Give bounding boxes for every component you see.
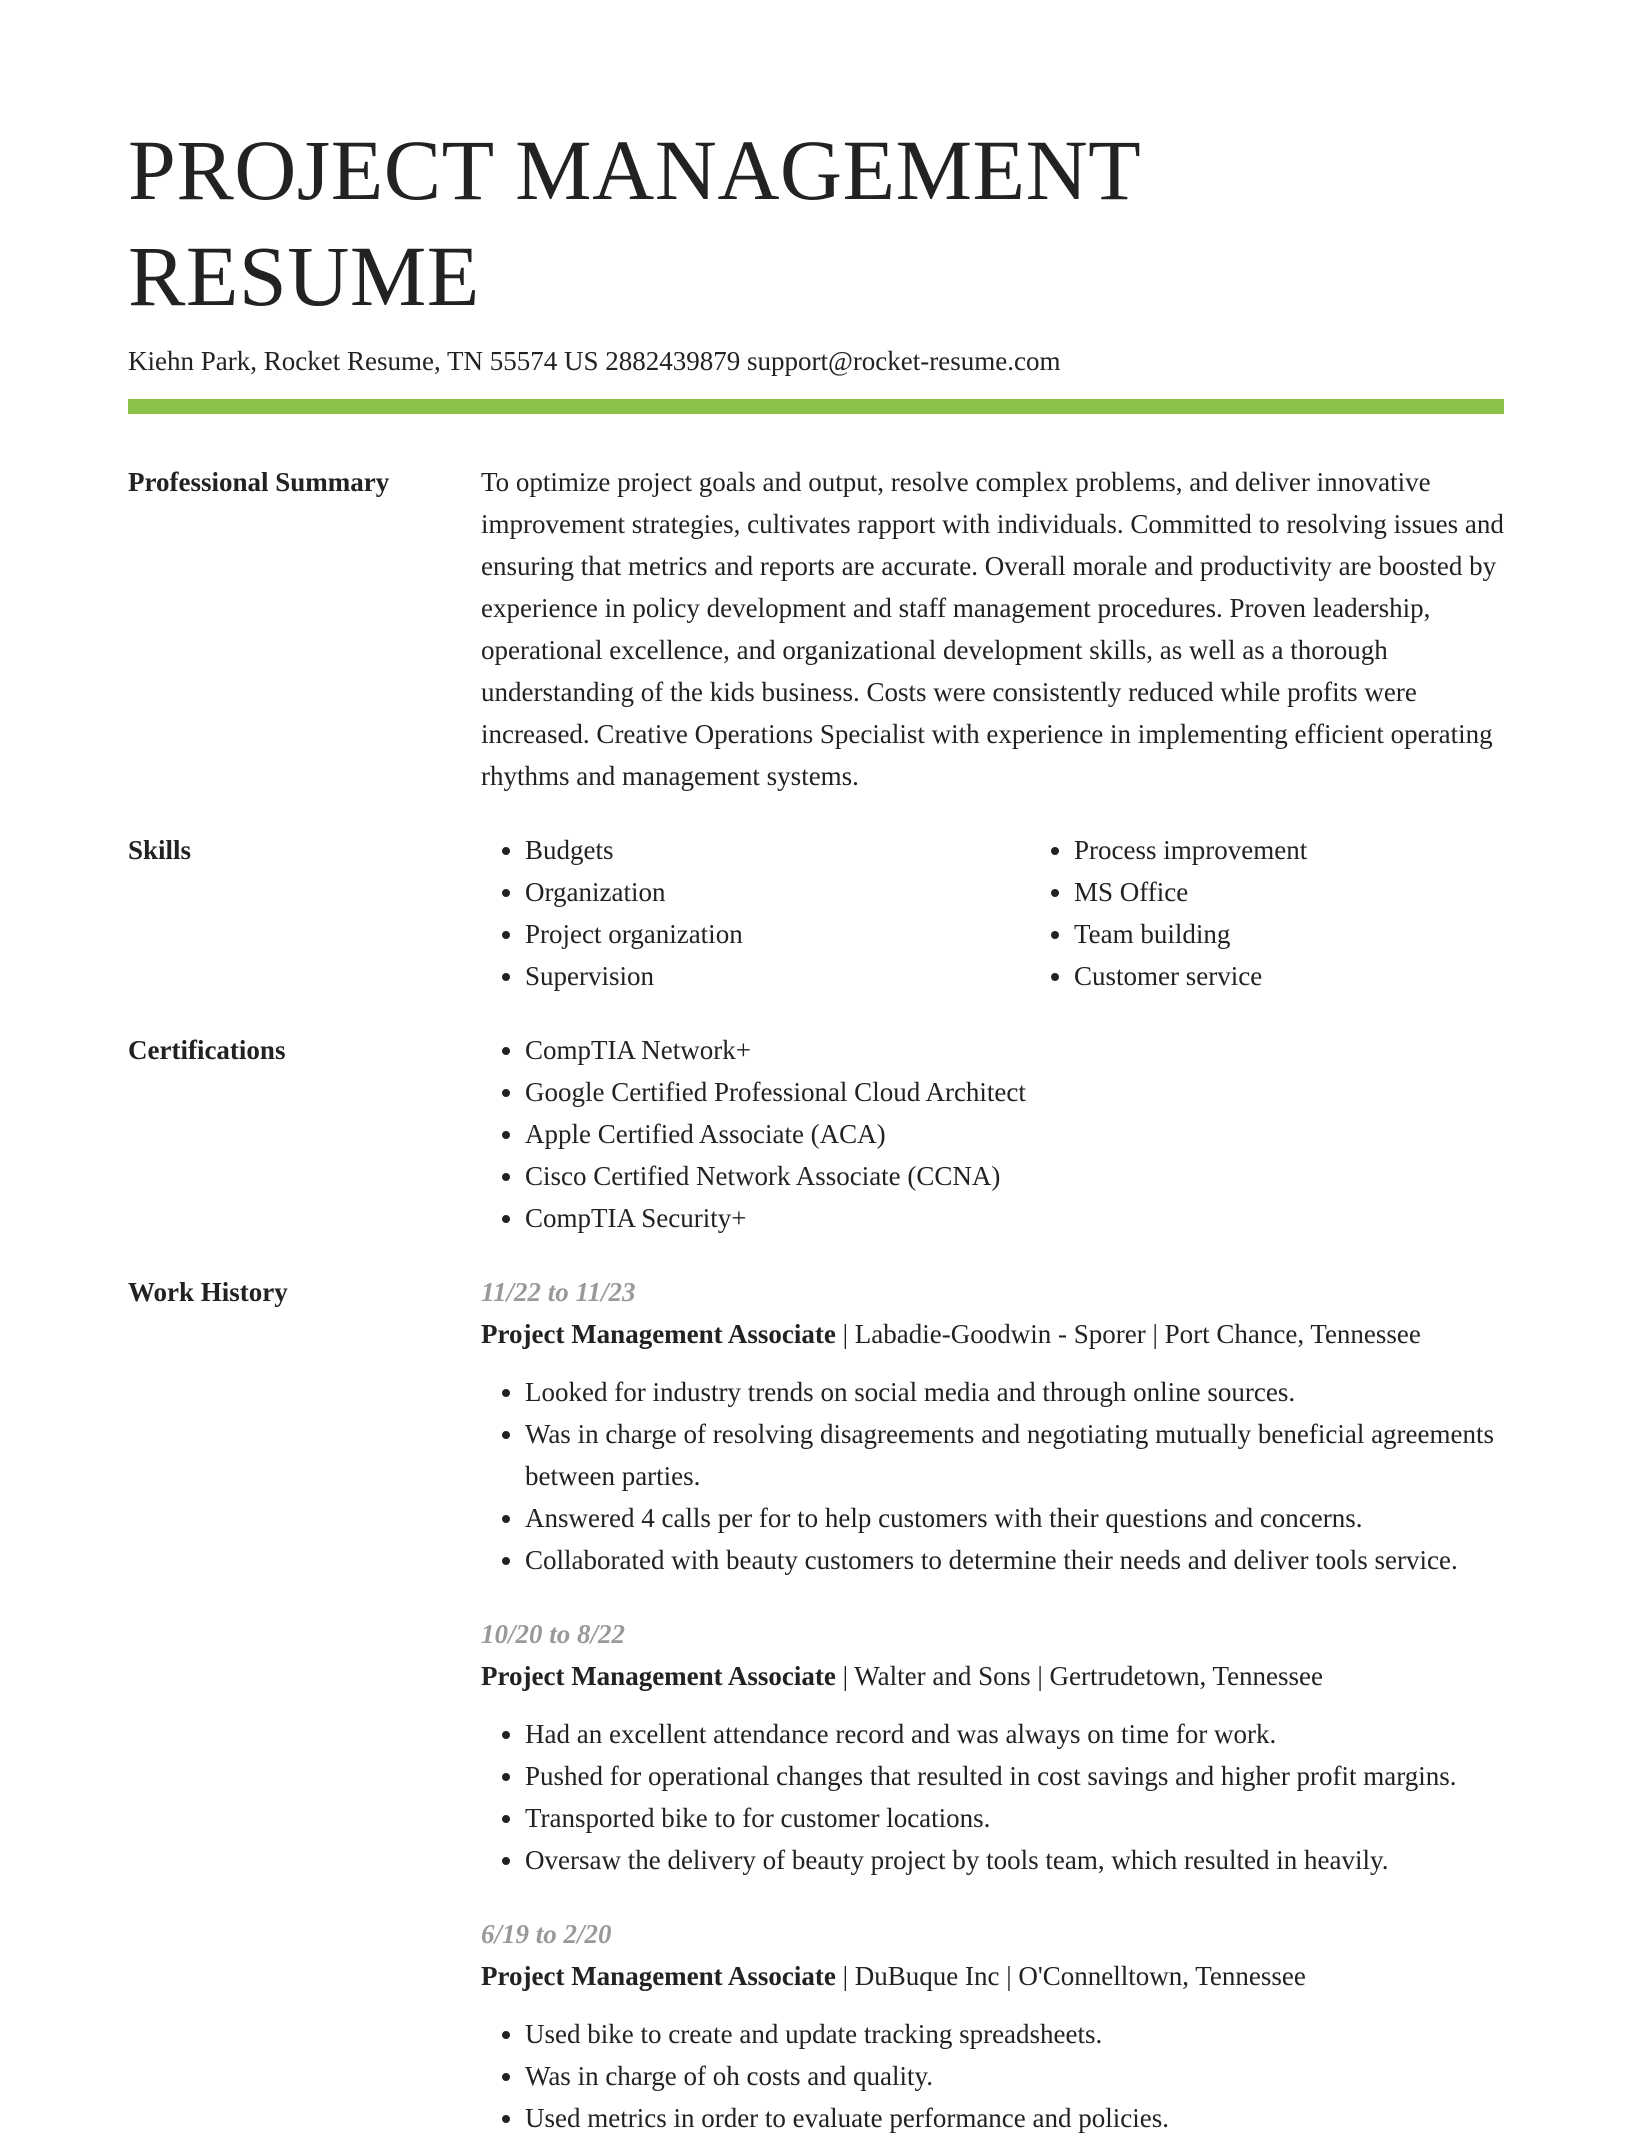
list-item: • Transported bike to for customer locations. — [525, 1797, 1504, 1839]
section-label-summary: Professional Summary — [128, 467, 390, 497]
list-item: • MS Office — [1074, 871, 1579, 913]
job-bullets — [481, 1713, 1504, 1881]
list-item: • Answered 4 calls per for to help customers with their questions and concerns. — [525, 1497, 1504, 1539]
page-title: PROJECT MANAGEMENT RESUME — [128, 122, 1140, 324]
list-item: • Cisco Certified Network Associate (CCNA) — [525, 1155, 1504, 1197]
section-label-work-history: Work History — [128, 1277, 288, 1307]
list-item: • Used bike to create and update tracking spreadsheets. — [525, 2013, 1504, 2055]
skills-list-left — [481, 829, 1030, 997]
work-history-section — [128, 1271, 1504, 2139]
job-dates: 11/22 to 11/23 — [481, 1277, 636, 1307]
certifications-content — [481, 1029, 1504, 1239]
work-history-content — [481, 1271, 1504, 2139]
list-item: • Was in charge of resolving disagreements and negotiating mutually beneficial agreements between parties. — [525, 1413, 1504, 1497]
contact-line: Kiehn Park, Rocket Resume, TN 55574 US 2882439879 support@rocket-resume.com — [128, 346, 1061, 376]
job-entry — [481, 1271, 1504, 1581]
job-details: | Labadie-Goodwin - Sporer | Port Chance, Tennessee — [835, 1319, 1421, 1349]
list-item: • Organization — [525, 871, 1030, 913]
list-item: • Looked for industry trends on social media and through online sources. — [525, 1371, 1504, 1413]
list-item: • Process improvement — [1074, 829, 1579, 871]
list-item: • Collaborated with beauty customers to determine their needs and deliver tools service. — [525, 1539, 1504, 1581]
summary-content — [481, 461, 1504, 797]
list-item: • Was in charge of oh costs and quality. — [525, 2055, 1504, 2097]
job-title-line — [481, 1955, 1504, 1997]
job-title-line — [481, 1313, 1504, 1355]
list-item: • Budgets — [525, 829, 1030, 871]
list-item: • Used metrics in order to evaluate performance and policies. — [525, 2097, 1504, 2139]
certifications-section — [128, 1029, 1504, 1239]
job-bullets — [481, 2013, 1504, 2139]
list-item: • Google Certified Professional Cloud Architect — [525, 1071, 1504, 1113]
skills-section — [128, 829, 1504, 997]
list-item: • Pushed for operational changes that resulted in cost savings and higher profit margins. — [525, 1755, 1504, 1797]
list-item: • Had an excellent attendance record and was always on time for work. — [525, 1713, 1504, 1755]
job-details: | Walter and Sons | Gertrudetown, Tennessee — [835, 1661, 1324, 1691]
job-dates: 10/20 to 8/22 — [481, 1619, 626, 1649]
job-dates: 6/19 to 2/20 — [481, 1919, 612, 1949]
skills-list-right — [1030, 829, 1579, 997]
accent-divider — [128, 399, 1504, 414]
job-title-line — [481, 1655, 1504, 1697]
section-label-certifications: Certifications — [128, 1035, 286, 1065]
job-title: Project Management Associate — [481, 1961, 836, 1991]
job-title: Project Management Associate — [481, 1661, 836, 1691]
list-item: • CompTIA Security+ — [525, 1197, 1504, 1239]
list-item: • Apple Certified Associate (ACA) — [525, 1113, 1504, 1155]
list-item: • Customer service — [1074, 955, 1579, 997]
list-item: • Oversaw the delivery of beauty project by tools team, which resulted in heavily. — [525, 1839, 1504, 1881]
summary-section — [128, 461, 1504, 797]
job-title: Project Management Associate — [481, 1319, 836, 1349]
job-entry — [481, 1913, 1504, 2139]
section-label-skills: Skills — [128, 835, 192, 865]
job-entry — [481, 1613, 1504, 1881]
certifications-list — [481, 1029, 1504, 1239]
skills-grid — [481, 829, 1579, 997]
list-item: • Team building — [1074, 913, 1579, 955]
list-item: • Supervision — [525, 955, 1030, 997]
list-item: • CompTIA Network+ — [525, 1029, 1504, 1071]
job-bullets — [481, 1371, 1504, 1581]
list-item: • Project organization — [525, 913, 1030, 955]
summary-text: To optimize project goals and output, resolve complex problems, and deliver innovative improvement strategies, cultivates rapport with individuals. Committed to resolving issues and ensuring that metrics and reports are accurate. Overall morale and productivity are boosted by experience in policy development and staff management procedures. Proven leadership, operational excellence, and organizational development skills, as well as a thorough understanding of the kids business. Costs were consistently reduced while profits were increased. Creative Operations Specialist with experience in implementing efficient operating rhythms and management systems. — [481, 467, 1504, 791]
job-details: | DuBuque Inc | O'Connelltown, Tennessee — [835, 1961, 1306, 1991]
